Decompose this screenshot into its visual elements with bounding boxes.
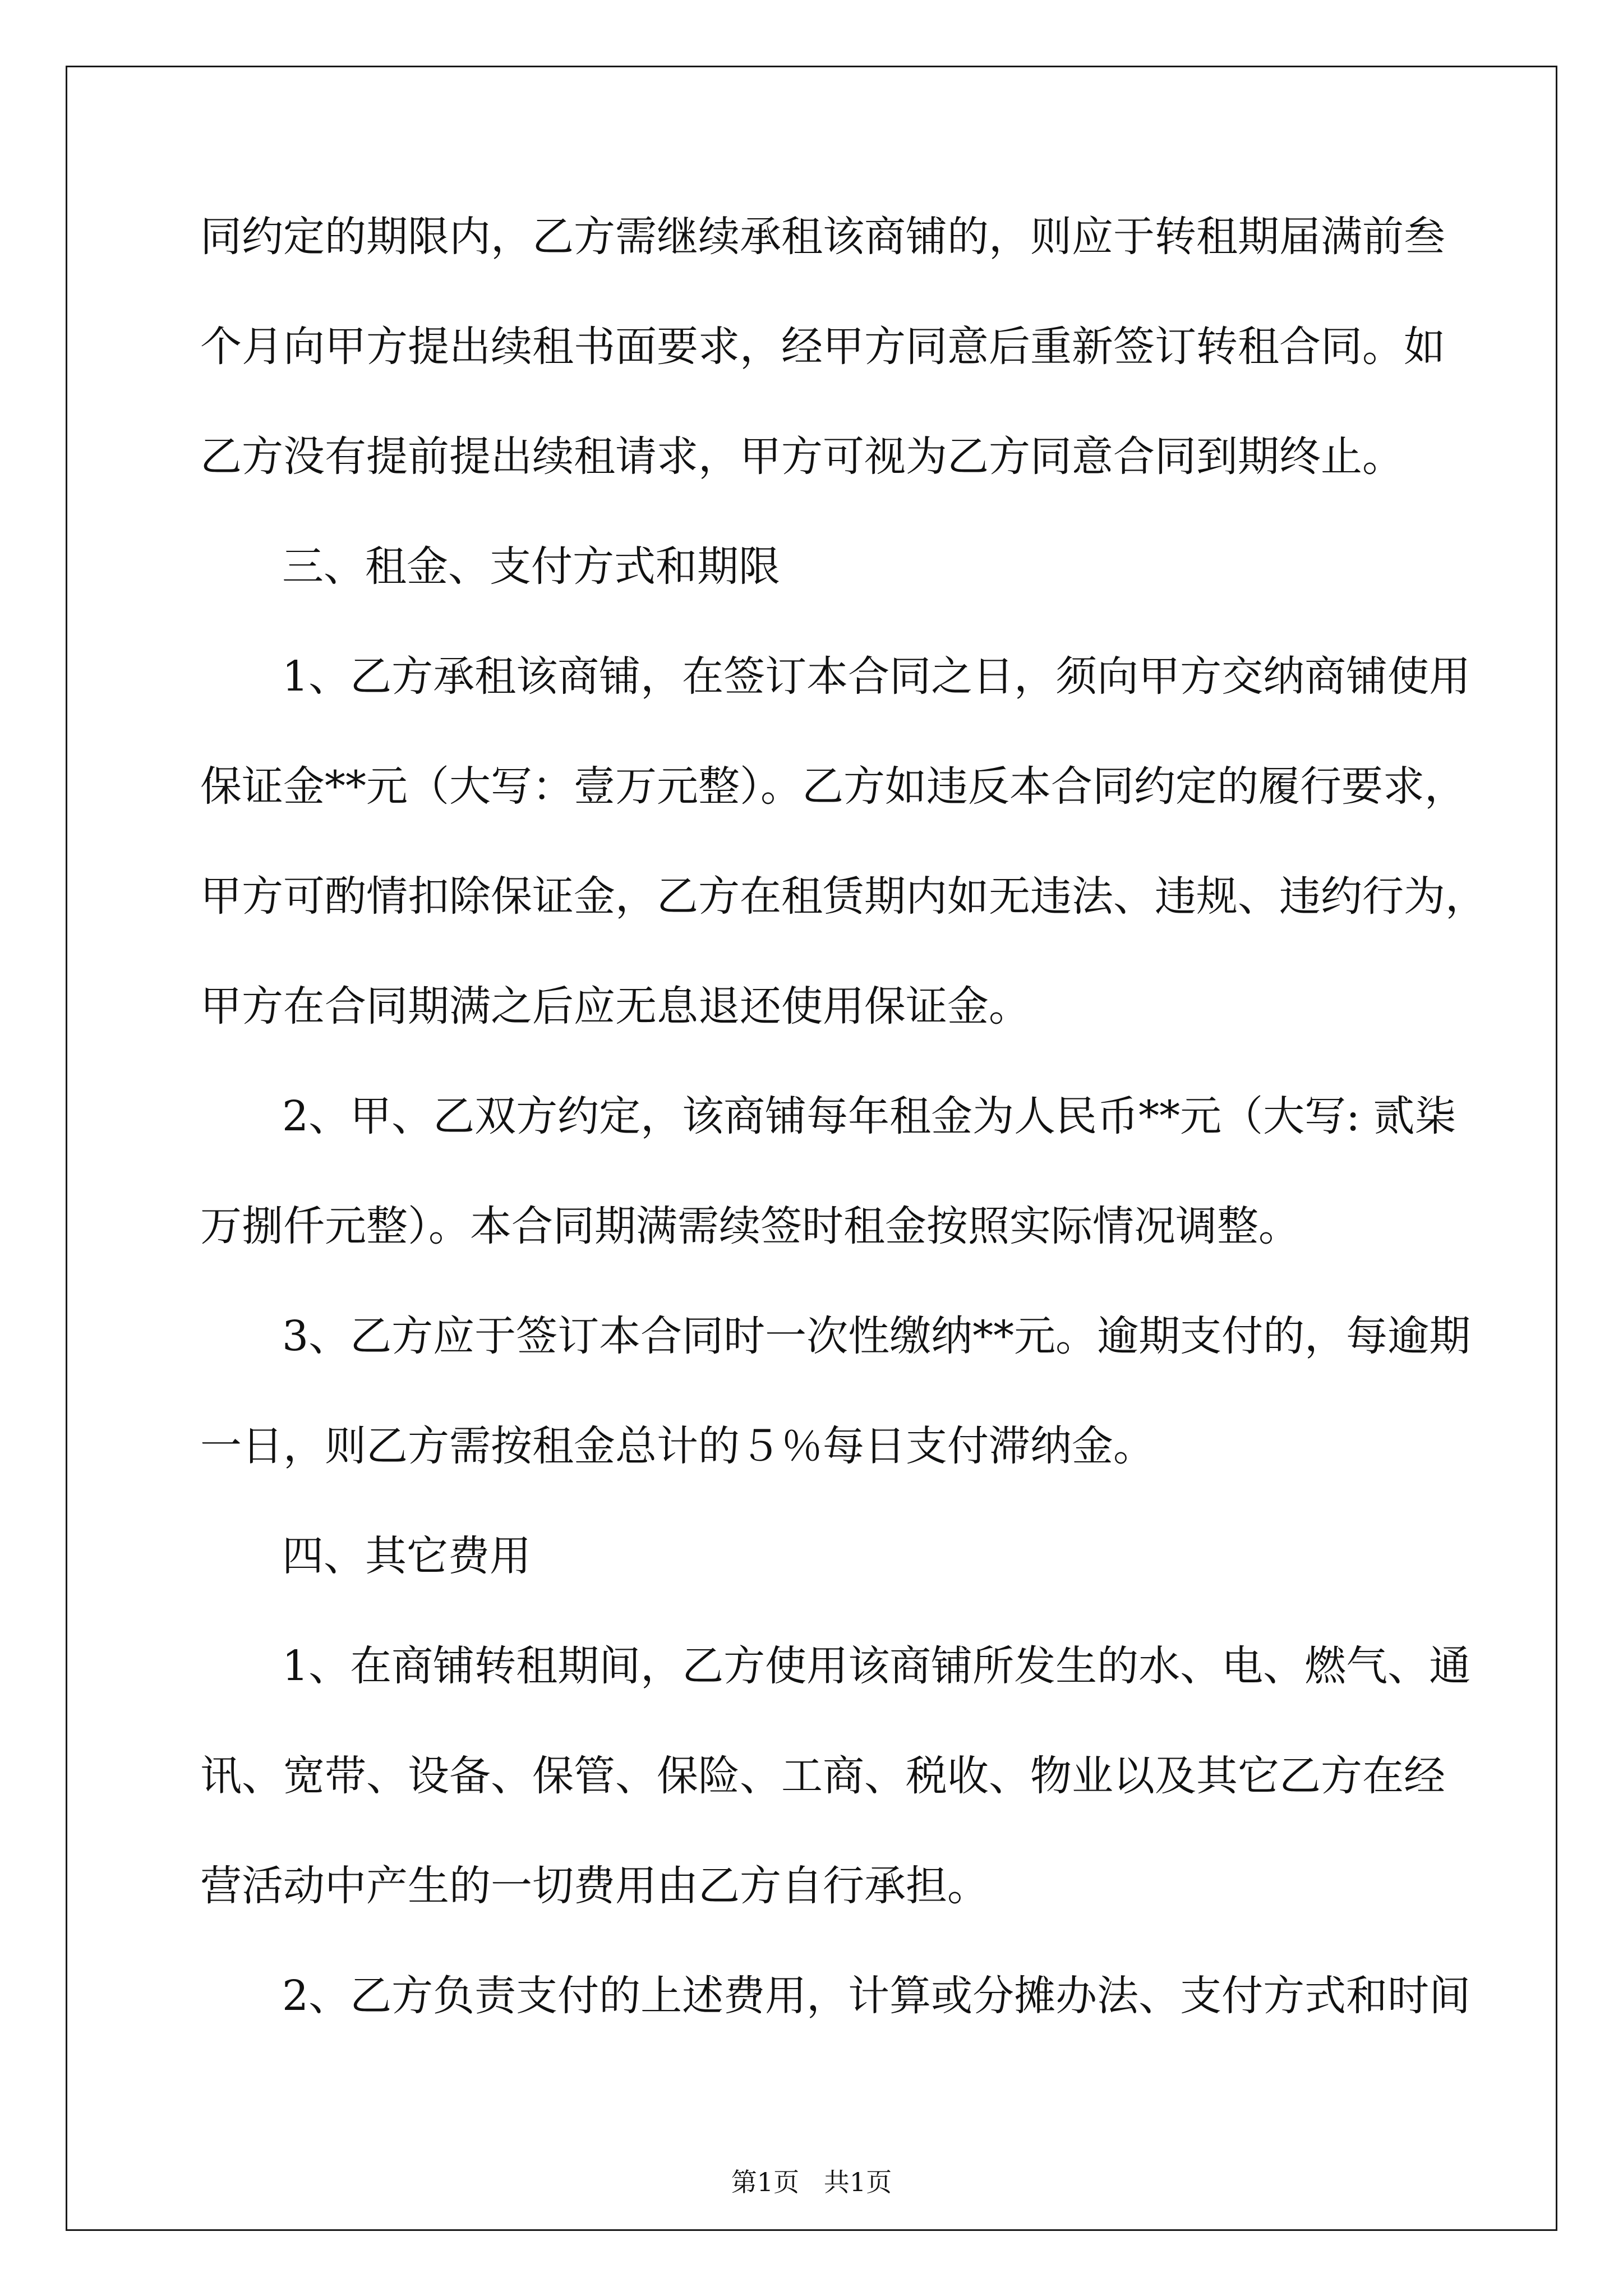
text-line: 万捌仟元整）。本合同期满需续签时租金按照实际情况调整。 (200, 1202, 1300, 1250)
text-line: 一日，则乙方需按租金总计的５％每日支付滞纳金。 (200, 1422, 1155, 1470)
text-line: 甲方在合同期满之后应无息退还使用保证金。 (200, 982, 1030, 1030)
text-line: 2、乙方负责支付的上述费用，计算或分摊办法、支付方式和时间 (282, 1972, 1471, 2020)
text-line: 1、乙方承租该商铺，在签订本合同之日，须向甲方交纳商铺使用 (282, 652, 1471, 701)
text-line: 讯、宽带、设备、保管、保险、工商、税收、物业以及其它乙方在经 (200, 1752, 1445, 1800)
document-body (200, 203, 1487, 2072)
text-line: 1、在商铺转租期间，乙方使用该商铺所发生的水、电、燃气、通 (282, 1642, 1471, 1690)
text-line: 保证金**元（大写：壹万元整）。乙方如违反本合同约定的履行要求， (200, 762, 1466, 811)
text-line: 3、乙方应于签订本合同时一次性缴纳**元。逾期支付的，每逾期 (282, 1312, 1471, 1360)
text-line: 2、甲、乙双方约定，该商铺每年租金为人民币**元（大写: 贰柒 (282, 1092, 1456, 1140)
text-line: 同约定的期限内，乙方需继续承租该商铺的，则应于转租期届满前叁 (200, 213, 1445, 261)
section-heading: 三、租金、支付方式和期限 (282, 542, 780, 591)
page-number-footer: 第1页 共1页 (731, 2167, 892, 2197)
text-line: 个月向甲方提出续租书面要求，经甲方同意后重新签订转租合同。如 (200, 323, 1445, 371)
text-line: 营活动中产生的一切费用由乙方自行承担。 (200, 1862, 989, 1910)
text-line: 乙方没有提前提出续租请求，甲方可视为乙方同意合同到期终止。 (200, 432, 1404, 481)
section-heading: 四、其它费用 (282, 1532, 531, 1580)
text-line: 甲方可酌情扣除保证金，乙方在租赁期内如无违法、违规、违约行为， (200, 872, 1487, 921)
